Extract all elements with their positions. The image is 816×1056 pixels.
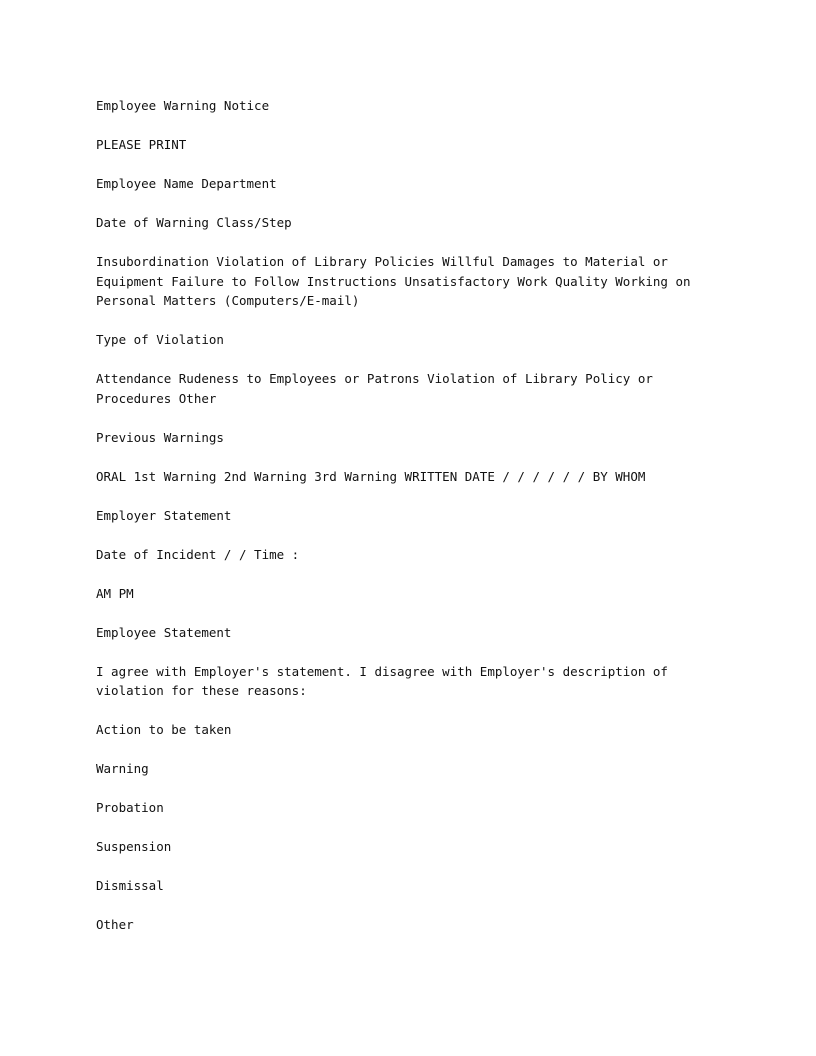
action-option-probation: Probation — [96, 800, 164, 815]
am-pm-label: AM PM — [96, 585, 134, 601]
employee-statement-heading: Employee Statement — [96, 624, 232, 640]
agreement-statement: I agree with Employer's statement. I disagree with Employer's description of violation for these reasons: — [96, 663, 668, 698]
date-class-step-label: Date of Warning Class/Step — [96, 215, 292, 230]
type-of-violation-heading: Type of Violation — [96, 332, 224, 347]
action-option-dismissal: Dismissal — [96, 878, 164, 893]
employer-statement-heading: Employer Statement — [96, 507, 232, 523]
document-title: Employee Warning Notice — [96, 98, 270, 113]
action-heading: Action to be taken — [96, 722, 232, 737]
action-option-warning: Warning — [96, 761, 149, 776]
document-page — [96, 96, 726, 954]
previous-warnings-heading: Previous Warnings — [96, 429, 224, 445]
warning-history-row: ORAL 1st Warning 2nd Warning 3rd Warning WRITTEN DATE / / / / / / BY WHOM — [96, 468, 646, 484]
incident-date-time-label: Date of Incident / / Time : — [96, 546, 300, 562]
print-instruction: PLEASE PRINT — [96, 137, 187, 152]
violation-options-list-2: Attendance Rudeness to Employees or Patrons Violation of Library Policy or Procedures Other — [96, 371, 653, 406]
action-option-suspension: Suspension — [96, 839, 172, 854]
violation-options-list: Insubordination Violation of Library Policies Willful Damages to Material or Equipment Failure to Follow Instructions Unsatisfactory Work Quality Working on Personal Matters (Computers/E-mail) — [96, 254, 691, 308]
employee-name-department-label: Employee Name Department — [96, 176, 277, 191]
action-option-other: Other — [96, 917, 134, 932]
